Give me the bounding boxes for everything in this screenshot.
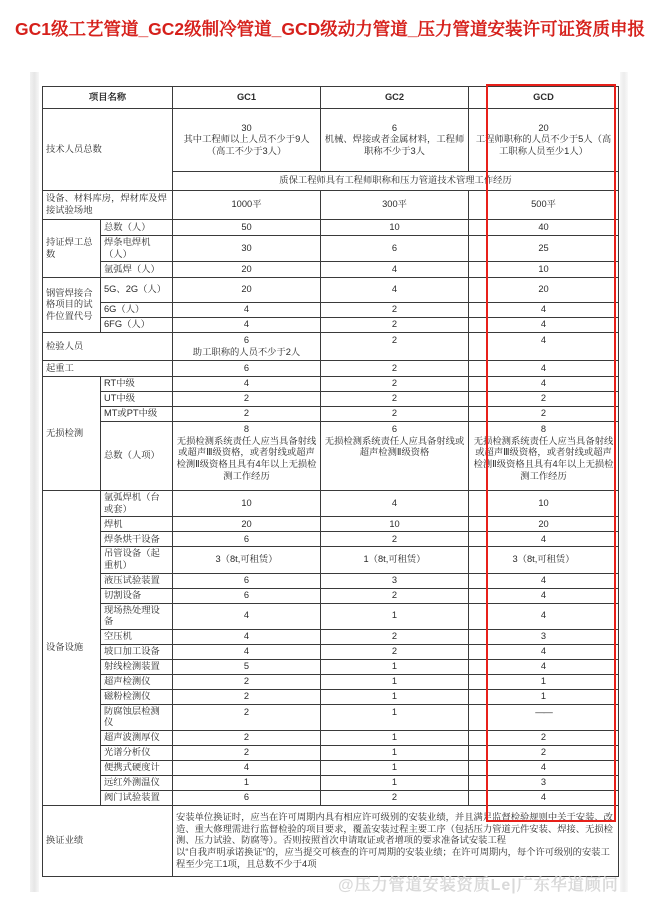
cell-renewal-text: 安装单位换证时，应当在许可周期内具有相应许可级别的安装业绩，并且满足监督检验规则中关于安装、改造、重大修理需进行监督检验的项目要求，覆盖安装过程主要工序（包括压力管道元件安装、焊接、无损检测、压力试验、防腐等）。否则按照首次申请取证或者增项的要求准备试安装工程 以“自我声明承诺换证”的，应当提交可核查的许可周期的安装业绩；在许可周期内，每个许可级别的安装工程至少完工1项，且总数不少于4项 xyxy=(173,806,619,877)
cell-gcd: 4 xyxy=(469,361,619,377)
col-header-gc2: GC2 xyxy=(321,87,469,109)
row-label-renewal: 换证业绩 xyxy=(43,806,173,877)
page-gutter-right xyxy=(620,72,628,892)
cell-gc1: 4 xyxy=(173,303,321,318)
table-row xyxy=(43,422,619,491)
row-label-warehouse: 设备、材料库房，焊材库及焊接试验场地 xyxy=(43,191,173,220)
page-title: GC1级工艺管道_GC2级制冷管道_GCD级动力管道_压力管道安装许可证资质申报 xyxy=(14,19,646,39)
cell-gcd: 25 xyxy=(469,236,619,262)
row-sublabel: 光谱分析仪 xyxy=(101,746,173,761)
cell-gc1: 10 xyxy=(173,491,321,517)
cell-gc2: 2 xyxy=(321,392,469,407)
cell-gcd: 3（8t,可租赁） xyxy=(469,547,619,573)
cell-gcd: 4 xyxy=(469,303,619,318)
table-header-row xyxy=(43,87,619,109)
cell-gc1: 30 其中工程师以上人员不少于9人（高工不少于3人） xyxy=(173,109,321,172)
cell-gc1: 4 xyxy=(173,761,321,776)
row-sublabel: UT中级 xyxy=(101,392,173,407)
cell-gc1: 2 xyxy=(173,674,321,689)
cell-gc2: 2 xyxy=(321,791,469,806)
table-row xyxy=(43,573,619,588)
cell-gc1: 1 xyxy=(173,776,321,791)
cell-gc2: 3 xyxy=(321,573,469,588)
cell-gc2: 1 xyxy=(321,761,469,776)
cell-gc2: 6 xyxy=(321,236,469,262)
cell-gc2: 2 xyxy=(321,377,469,392)
cell-gc1: 5 xyxy=(173,659,321,674)
cell-gcd: 4 xyxy=(469,644,619,659)
table-row xyxy=(43,407,619,422)
cell-gcd: 1 xyxy=(469,689,619,704)
cell-gc1: 1000平 xyxy=(173,191,321,220)
table-row xyxy=(43,704,619,730)
table-row xyxy=(43,392,619,407)
cell-gc1: 2 xyxy=(173,746,321,761)
table-row xyxy=(43,191,619,220)
row-sublabel: 总数（人） xyxy=(101,220,173,236)
row-sublabel: 焊机 xyxy=(101,517,173,532)
col-header-gc1: GC1 xyxy=(173,87,321,109)
table-row xyxy=(43,361,619,377)
cell-gc2: 1 xyxy=(321,704,469,730)
cell-gc2: 2 xyxy=(321,407,469,422)
cell-gc2: 1 xyxy=(321,776,469,791)
cell-gc2: 4 xyxy=(321,262,469,278)
cell-gc2: 1 xyxy=(321,746,469,761)
table-row xyxy=(43,303,619,318)
cell-span-note: 质保工程师具有工程师职称和压力管道技术管理工作经历 xyxy=(173,172,619,191)
cell-gc2: 2 xyxy=(321,644,469,659)
cell-gcd: 20 xyxy=(469,278,619,303)
row-sublabel: 6FG（人） xyxy=(101,318,173,333)
cell-gcd: 3 xyxy=(469,629,619,644)
cell-gcd: 4 xyxy=(469,377,619,392)
col-header-gcd: GCD xyxy=(469,87,619,109)
row-label-tech-staff: 技术人员总数 xyxy=(43,109,173,191)
cell-gc2: 6 机械、焊接或者金属材料，工程师职称不少于3人 xyxy=(321,109,469,172)
cell-gc1: 4 xyxy=(173,377,321,392)
cell-gcd: 4 xyxy=(469,791,619,806)
table-row xyxy=(43,689,619,704)
row-sublabel: 切割设备 xyxy=(101,588,173,603)
row-sublabel: 焊条烘干设备 xyxy=(101,532,173,547)
row-sublabel: 6G（人） xyxy=(101,303,173,318)
cell-gcd: 2 xyxy=(469,392,619,407)
cell-gc1: 6 xyxy=(173,361,321,377)
table-row xyxy=(43,532,619,547)
table-row xyxy=(43,517,619,532)
cell-gc1: 2 xyxy=(173,731,321,746)
table-row xyxy=(43,109,619,172)
table-row xyxy=(43,731,619,746)
cell-gc1: 2 xyxy=(173,689,321,704)
table-row xyxy=(43,220,619,236)
cell-gc1: 6 xyxy=(173,573,321,588)
cell-gc1: 50 xyxy=(173,220,321,236)
cell-gcd: 1 xyxy=(469,674,619,689)
table-row xyxy=(43,236,619,262)
cell-gc2: 2 xyxy=(321,588,469,603)
cell-gc1: 6 xyxy=(173,791,321,806)
cell-gc2: 6 无损检测系统责任人应具备射线或超声检测Ⅱ级资格 xyxy=(321,422,469,491)
cell-gcd: —— xyxy=(469,704,619,730)
row-sublabel: 磁粉检测仪 xyxy=(101,689,173,704)
cell-gc1: 3（8t,可租赁） xyxy=(173,547,321,573)
table-body xyxy=(43,109,619,877)
table-row xyxy=(43,603,619,629)
table-row xyxy=(43,746,619,761)
table-row xyxy=(43,377,619,392)
row-sublabel: 便携式硬度计 xyxy=(101,761,173,776)
cell-gc2: 4 xyxy=(321,491,469,517)
row-sublabel: 现场热处理设备 xyxy=(101,603,173,629)
cell-gcd: 4 xyxy=(469,761,619,776)
cell-gcd: 4 xyxy=(469,588,619,603)
cell-gc1: 6 助工职称的人员不少于2人 xyxy=(173,333,321,361)
row-label-equipment: 设备设施 xyxy=(43,491,101,806)
table-row xyxy=(43,674,619,689)
cell-gcd: 20 xyxy=(469,517,619,532)
spec-table-container xyxy=(42,86,618,877)
table-row xyxy=(43,278,619,303)
table-row xyxy=(43,491,619,517)
cell-gcd: 40 xyxy=(469,220,619,236)
cell-gcd: 10 xyxy=(469,262,619,278)
row-sublabel: RT中级 xyxy=(101,377,173,392)
cell-gc2: 2 xyxy=(321,333,469,361)
table-row xyxy=(43,547,619,573)
row-label-ndt: 无损检测 xyxy=(43,377,101,491)
page-gutter-left xyxy=(30,72,39,892)
table-row xyxy=(43,333,619,361)
cell-gcd: 3 xyxy=(469,776,619,791)
cell-gc1: 20 xyxy=(173,517,321,532)
row-sublabel: 空压机 xyxy=(101,629,173,644)
cell-gc2: 300平 xyxy=(321,191,469,220)
row-sublabel: 总数（人项） xyxy=(101,422,173,491)
table-row xyxy=(43,262,619,278)
cell-gc1: 20 xyxy=(173,262,321,278)
row-label-welders: 持证焊工总数 xyxy=(43,220,101,278)
row-sublabel: 坡口加工设备 xyxy=(101,644,173,659)
cell-gc1: 6 xyxy=(173,532,321,547)
cell-gcd: 20 工程师职称的人员不少于5人（高工职称人员至少1人） xyxy=(469,109,619,172)
cell-gcd: 2 xyxy=(469,731,619,746)
table-row xyxy=(43,659,619,674)
table-row xyxy=(43,644,619,659)
row-sublabel: 阀门试验装置 xyxy=(101,791,173,806)
cell-gcd: 4 xyxy=(469,573,619,588)
cell-gc1: 2 xyxy=(173,392,321,407)
cell-gc1: 4 xyxy=(173,603,321,629)
cell-gc1: 8 无损检测系统责任人应当具备射线或超声Ⅲ级资格，或者射线或超声检测Ⅱ级资格且具有4年以上无损检测工作经历 xyxy=(173,422,321,491)
cell-gc2: 1 xyxy=(321,659,469,674)
row-sublabel: 氩弧焊机（台或套） xyxy=(101,491,173,517)
cell-gc2: 2 xyxy=(321,361,469,377)
row-sublabel: 超声检测仪 xyxy=(101,674,173,689)
table-row xyxy=(43,629,619,644)
row-sublabel: 液压试验装置 xyxy=(101,573,173,588)
watermark-text: @压力管道安装资质Le|广东华道顾问 xyxy=(338,877,619,894)
cell-gcd: 2 xyxy=(469,746,619,761)
cell-gc2: 2 xyxy=(321,303,469,318)
cell-gcd: 4 xyxy=(469,659,619,674)
cell-gc2: 1 xyxy=(321,731,469,746)
row-sublabel: 远红外测温仪 xyxy=(101,776,173,791)
cell-gcd: 4 xyxy=(469,318,619,333)
requirements-table xyxy=(42,86,619,877)
row-sublabel: 5G、2G（人） xyxy=(101,278,173,303)
cell-gcd: 4 xyxy=(469,603,619,629)
cell-gc2: 2 xyxy=(321,318,469,333)
cell-gcd: 8 无损检测系统责任人应当具备射线或超声Ⅲ级资格，或者射线或超声检测Ⅱ级资格且具有4年以上无损检测工作经历 xyxy=(469,422,619,491)
cell-gc1: 4 xyxy=(173,644,321,659)
table-row xyxy=(43,318,619,333)
table-row-footer xyxy=(43,806,619,877)
cell-gc1: 20 xyxy=(173,278,321,303)
cell-gc1: 30 xyxy=(173,236,321,262)
cell-gcd: 500平 xyxy=(469,191,619,220)
cell-gc1: 4 xyxy=(173,629,321,644)
row-label-inspectors: 检验人员 xyxy=(43,333,173,361)
cell-gc2: 10 xyxy=(321,220,469,236)
table-row xyxy=(43,761,619,776)
cell-gc2: 2 xyxy=(321,532,469,547)
cell-gc2: 1 xyxy=(321,603,469,629)
cell-gc1: 2 xyxy=(173,407,321,422)
row-sublabel: 焊条电焊机（人） xyxy=(101,236,173,262)
cell-gc2: 1 xyxy=(321,674,469,689)
cell-gc2: 4 xyxy=(321,278,469,303)
cell-gc1: 6 xyxy=(173,588,321,603)
table-row xyxy=(43,791,619,806)
table-row xyxy=(43,776,619,791)
row-sublabel: 氩弧焊（人） xyxy=(101,262,173,278)
cell-gc2: 2 xyxy=(321,629,469,644)
row-sublabel: 防腐蚀层检测仪 xyxy=(101,704,173,730)
row-sublabel: 超声波测厚仪 xyxy=(101,731,173,746)
cell-gc2: 1（8t,可租赁） xyxy=(321,547,469,573)
row-label-weld-positions: 钢管焊接合格项目的试件位置代号 xyxy=(43,278,101,333)
cell-gc1: 2 xyxy=(173,704,321,730)
cell-gcd: 10 xyxy=(469,491,619,517)
cell-gcd: 4 xyxy=(469,532,619,547)
row-label-rigger: 起重工 xyxy=(43,361,173,377)
cell-gcd: 4 xyxy=(469,333,619,361)
cell-gc2: 1 xyxy=(321,689,469,704)
row-sublabel: 射线检测装置 xyxy=(101,659,173,674)
row-sublabel: MT或PT中级 xyxy=(101,407,173,422)
cell-gc2: 10 xyxy=(321,517,469,532)
table-row xyxy=(43,588,619,603)
cell-gcd: 2 xyxy=(469,407,619,422)
cell-gc1: 4 xyxy=(173,318,321,333)
col-header-item: 项目名称 xyxy=(43,87,173,109)
row-sublabel: 吊管设备（起重机） xyxy=(101,547,173,573)
